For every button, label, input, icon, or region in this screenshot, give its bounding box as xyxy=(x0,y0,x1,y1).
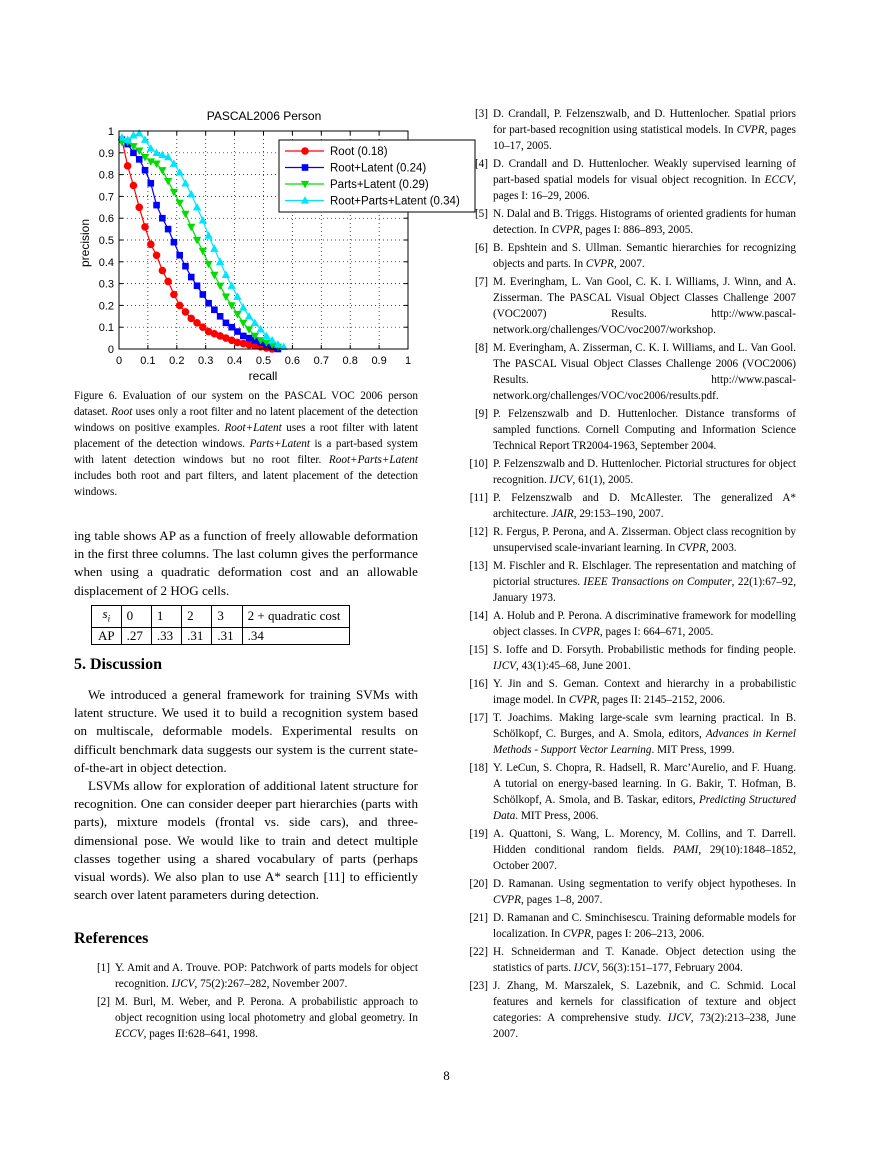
caption-term-parts-latent: Parts+Latent xyxy=(249,438,310,450)
reference-text: D. Ramanan and C. Sminchisescu. Training deformable models for localization. In CVPR, pages I: 206–213, 2006. xyxy=(493,912,796,940)
reference-text: R. Fergus, P. Perona, and A. Zisserman. Object class recognition by unsupervised scale-invariant learning. In CVPR, 2003. xyxy=(493,526,796,554)
reference-item xyxy=(452,206,796,238)
reference-text: D. Ramanan. Using segmentation to verify object hypotheses. In CVPR, pages 1–8, 2007. xyxy=(493,878,796,906)
reference-item xyxy=(452,910,796,942)
reference-text: T. Joachims. Making large-scale svm learning practical. In B. Schölkopf, C. Burges, and A. Smola, editors, Advances in Kernel Methods - Support Vector Learning. MIT Press, 1999. xyxy=(493,712,796,756)
data-point xyxy=(176,200,183,206)
y-tick-label: 0.9 xyxy=(98,147,114,160)
y-tick-label: 0.3 xyxy=(98,278,114,291)
data-point xyxy=(223,272,230,278)
reference-number: [2] xyxy=(96,996,110,1008)
x-tick-label: 0.9 xyxy=(371,355,387,367)
y-axis-label: precision xyxy=(78,218,92,268)
data-point xyxy=(171,291,178,298)
data-point xyxy=(212,307,218,313)
reference-text: M. Everingham, L. Van Gool, C. K. I. Williams, J. Winn, and A. Zisserman. The PASCAL Visual Object Classes Challenge 2007 (VOC2007) Results. http://www.pascal-network.org/challenges/VOC/voc2007/workshop. xyxy=(493,276,796,336)
reference-number: [11] xyxy=(469,492,488,504)
reference-item xyxy=(452,826,796,874)
x-tick-label: 0 xyxy=(115,355,123,367)
data-point xyxy=(200,292,206,298)
table-row xyxy=(92,606,350,628)
reference-text: A. Holub and P. Perona. A discriminative framework for modelling object classes. In CVPR, pages I: 664–671, 2005. xyxy=(493,610,796,638)
data-point xyxy=(228,282,235,288)
reference-item xyxy=(452,524,796,556)
legend-label: Root+Parts+Latent (0.34) xyxy=(330,195,460,208)
y-tick-label: 0.6 xyxy=(98,213,114,226)
section-heading-references: References xyxy=(74,930,149,947)
caption-term-root: Root xyxy=(111,406,133,418)
reference-item xyxy=(452,642,796,674)
reference-text: P. Felzenszwalb and D. Huttenlocher. Pictorial structures for object recognition. IJCV, 61(1), 2005. xyxy=(493,458,796,486)
reference-number: [5] xyxy=(474,208,488,220)
reference-number: [3] xyxy=(474,108,488,120)
reference-number: [10] xyxy=(469,458,488,470)
table-cell: 2 + quadratic cost xyxy=(242,606,349,628)
data-point xyxy=(153,252,160,259)
table-cell: 3 xyxy=(212,606,242,628)
data-point xyxy=(229,324,235,330)
x-tick-label: 0.5 xyxy=(255,355,272,367)
table-cell: AP xyxy=(92,627,122,644)
reference-text: B. Epshtein and S. Ullman. Semantic hierarchies for recognizing objects and parts. In CVPR, 2007. xyxy=(493,242,796,270)
discussion-body xyxy=(74,686,418,904)
reference-number: [12] xyxy=(469,526,488,538)
reference-number: [17] xyxy=(469,712,488,724)
reference-number: [18] xyxy=(469,762,488,774)
data-point xyxy=(200,248,207,254)
x-tick-label: 0.8 xyxy=(342,355,358,367)
data-point xyxy=(205,232,212,238)
reference-text: P. Felzenszwalb and D. McAllester. The generalized A* architecture. JAIR, 29:153–190, 2007. xyxy=(493,492,796,520)
data-point xyxy=(188,274,194,280)
legend-swatch-marker xyxy=(302,148,309,155)
reference-number: [23] xyxy=(469,980,488,992)
data-point xyxy=(211,272,218,278)
x-tick-label: 0.4 xyxy=(226,355,243,367)
table-cell: 2 xyxy=(182,606,212,628)
data-point xyxy=(159,168,166,174)
y-tick-label: 0.8 xyxy=(98,169,114,182)
reference-text: N. Dalal and B. Triggs. Histograms of oriented gradients for human detection. In CVPR, pages I: 886–893, 2005. xyxy=(493,208,796,236)
reference-item xyxy=(452,340,796,404)
data-point xyxy=(124,163,131,170)
reference-number: [6] xyxy=(474,242,488,254)
chart-title: PASCAL2006 Person xyxy=(206,109,322,123)
reference-text: M. Burl, M. Weber, and P. Perona. A probabilistic approach to object recognition using local photometry and global geometry. In ECCV, pages II:628–641, 1998. xyxy=(115,996,418,1040)
data-point xyxy=(217,314,223,320)
reference-text: S. Ioffe and D. Forsyth. Probabilistic methods for finding people. IJCV, 43(1):45–68, June 2001. xyxy=(493,644,796,672)
reference-number: [20] xyxy=(469,878,488,890)
data-point xyxy=(176,302,183,309)
data-point xyxy=(188,315,195,322)
reference-item xyxy=(452,406,796,454)
data-point xyxy=(235,329,241,335)
table-cell: .27 xyxy=(121,627,151,644)
legend-label: Root+Latent (0.24) xyxy=(330,162,427,175)
reference-text: Y. Jin and S. Geman. Context and hierarchy in a probabilistic image model. In CVPR, pages II: 2145–2152, 2006. xyxy=(493,678,796,706)
data-point xyxy=(188,191,195,197)
data-point xyxy=(142,167,148,173)
caption-term-rpl: Root+Parts+Latent xyxy=(328,454,418,466)
data-point xyxy=(211,245,218,251)
data-point xyxy=(130,182,137,189)
x-tick-label: 0.1 xyxy=(140,355,156,367)
reference-number: [13] xyxy=(469,560,488,572)
caption-text: includes both root and part filters, and latent placement of the detection windows. xyxy=(74,470,418,498)
data-point xyxy=(165,278,172,285)
data-point xyxy=(136,157,142,163)
reference-item xyxy=(452,106,796,154)
x-tick-label: 0.6 xyxy=(284,355,301,367)
reference-text: D. Crandall, P. Felzenszwalb, and D. Huttenlocher. Spatial priors for part-based recognition using statistical models. In CVPR, pages 10–17, 2005. xyxy=(493,108,796,152)
reference-list-left xyxy=(74,960,418,1044)
data-point xyxy=(148,181,154,187)
table-row xyxy=(92,627,350,644)
y-tick-label: 1 xyxy=(107,126,114,138)
data-point xyxy=(160,215,166,221)
body-paragraph: ing table shows AP as a function of freely allowable deformation in the first three columns. The last column gives the performance when using a quadratic deformation cost and an allowable displacement of 2 HOG cells. xyxy=(74,528,418,598)
reference-item xyxy=(452,490,796,522)
x-tick-label: 0.3 xyxy=(198,355,214,367)
legend-label: Parts+Latent (0.29) xyxy=(330,179,429,191)
x-tick-label: 1 xyxy=(404,355,412,367)
figure-caption xyxy=(74,388,418,500)
caption-text: uses a root filter with latent placement of the detection windows. xyxy=(74,422,419,450)
data-point xyxy=(240,304,247,310)
data-point xyxy=(234,293,241,299)
reference-number: [22] xyxy=(469,946,488,958)
data-point xyxy=(182,211,189,217)
data-point xyxy=(200,324,207,331)
reference-text: H. Schneiderman and T. Kanade. Object detection using the statistics of parts. IJCV, 56(3):151–177, February 2004. xyxy=(493,946,796,974)
body-paragraph: We introduced a general framework for training SVMs with latent structure. We used it to build a recognition system based on multiscale, deformable models. Experimental results on difficult benchmark data suggests our system is the current state-of-the-art in object detection. xyxy=(74,687,418,775)
reference-number: [4] xyxy=(474,158,488,170)
si-subscript: i xyxy=(107,613,111,624)
table-cell: .31 xyxy=(182,627,212,644)
y-tick-label: 0.2 xyxy=(98,300,114,313)
y-tick-label: 0 xyxy=(107,344,114,356)
reference-text: J. Zhang, M. Marszalek, S. Lazebnik, and C. Schmid. Local features and kernels for classification of texture and object categories: A comprehensive study. IJCV, 73(2):213–238, June 2007. xyxy=(493,980,796,1040)
data-point xyxy=(165,179,172,185)
data-point xyxy=(206,300,212,306)
reference-number: [14] xyxy=(469,610,488,622)
data-point xyxy=(194,283,200,289)
data-point xyxy=(182,180,189,186)
reference-number: [21] xyxy=(469,912,488,924)
reference-number: [9] xyxy=(474,408,488,420)
reference-text: Y. LeCun, S. Chopra, R. Hadsell, R. Marc’Aurelio, and F. Huang. A tutorial on energy-based learning. In G. Bakir, T. Hofman, B. Schölkopf, A. Smola, and B. Taskar, editors, Predicting Structured Data. MIT Press, 2006. xyxy=(493,762,796,822)
legend-swatch-marker xyxy=(302,165,308,171)
reference-number: [19] xyxy=(469,828,488,840)
table-cell: .31 xyxy=(212,627,242,644)
table-cell: .33 xyxy=(151,627,181,644)
data-point xyxy=(183,263,189,269)
data-point xyxy=(217,259,224,265)
caption-text: uses only a root filter and no latent placement of the detection windows on positive examples. xyxy=(74,406,418,434)
data-point xyxy=(188,224,195,230)
reference-list-right xyxy=(452,106,796,1044)
reference-text: D. Crandall and D. Huttenlocher. Weakly supervised learning of part-based spatial models for visual object recognition. In ECCV, pages I: 16–29, 2006. xyxy=(493,158,796,202)
ap-table xyxy=(91,605,350,645)
reference-text: Y. Amit and A. Trouve. POP: Patchwork of parts models for object recognition. IJCV, 75(2):267–282, November 2007. xyxy=(115,962,418,990)
reference-item xyxy=(452,978,796,1042)
data-point xyxy=(171,189,178,195)
reference-text: M. Fischler and R. Elschlager. The representation and matching of pictorial structures. IEEE Transactions on Computer, 22(1):67–92, January 1973. xyxy=(493,560,796,604)
reference-item xyxy=(452,944,796,976)
data-point xyxy=(136,204,143,211)
reference-number: [8] xyxy=(474,342,488,354)
data-point xyxy=(147,241,154,248)
x-tick-label: 0.7 xyxy=(313,355,329,367)
table-cell: 0 xyxy=(121,606,151,628)
data-point xyxy=(171,239,177,245)
caption-text: is a part-based system with latent detection windows but no root filter. xyxy=(74,438,418,466)
legend-label: Root (0.18) xyxy=(330,146,388,158)
data-point xyxy=(246,335,252,341)
chart-legend xyxy=(279,140,475,212)
reference-item xyxy=(452,558,796,606)
section-heading-discussion: 5. Discussion xyxy=(74,656,163,673)
table-cell: .34 xyxy=(242,627,349,644)
y-tick-label: 0.5 xyxy=(98,235,114,247)
table-cell: 1 xyxy=(151,606,181,628)
reference-item xyxy=(452,676,796,708)
reference-item xyxy=(74,960,418,992)
data-point xyxy=(182,309,189,316)
reference-item xyxy=(452,608,796,640)
reference-number: [16] xyxy=(469,678,488,690)
data-point xyxy=(142,224,149,231)
caption-text: Figure 6. Evaluation of our system on the PASCAL VOC 2006 person dataset. xyxy=(74,390,418,418)
reference-item xyxy=(74,994,418,1042)
chart-series xyxy=(119,130,287,352)
reference-item xyxy=(452,156,796,204)
data-point xyxy=(223,320,229,326)
data-point xyxy=(240,333,246,339)
reference-item xyxy=(452,240,796,272)
reference-item xyxy=(452,456,796,488)
reference-item xyxy=(452,876,796,908)
reference-text: A. Quattoni, S. Wang, L. Morency, M. Collins, and T. Darrell. Hidden conditional random fields. PAMI, 29(10):1848–1852, October 2007. xyxy=(493,828,796,872)
y-tick-label: 0.4 xyxy=(98,256,114,269)
reference-item xyxy=(452,760,796,824)
data-point xyxy=(154,202,160,208)
x-axis-label: recall xyxy=(248,369,278,383)
reference-number: [7] xyxy=(474,276,488,288)
data-point xyxy=(177,252,183,258)
reference-text: P. Felzenszwalb and D. Huttenlocher. Distance transforms of sampled functions. Cornell Computing and Information Science Technical Report TR2004-1963, September 2004. xyxy=(493,408,796,452)
reference-number: [15] xyxy=(469,644,488,656)
table-cell xyxy=(92,606,122,628)
y-tick-label: 0.1 xyxy=(98,322,114,335)
caption-term-root-latent: Root+Latent xyxy=(224,422,282,434)
data-point xyxy=(131,150,137,156)
page-number: 8 xyxy=(443,1068,450,1083)
x-tick-label: 0.2 xyxy=(169,355,185,367)
reference-text: M. Everingham, A. Zisserman, C. K. I. Williams, and L. Van Gool. The PASCAL Visual Object Classes Challenge 2006 (VOC2006) Results. http://www.pascal-network.org/challenges/VOC/voc2006/results.pdf. xyxy=(493,342,796,402)
data-point xyxy=(194,204,201,210)
pr-curve-chart xyxy=(74,104,460,386)
reference-item xyxy=(452,710,796,758)
data-point xyxy=(194,320,201,327)
data-point xyxy=(165,226,171,232)
data-point xyxy=(217,283,224,289)
reference-item xyxy=(452,274,796,338)
data-point xyxy=(205,261,212,267)
data-point xyxy=(159,267,166,274)
si-symbol: s xyxy=(102,606,108,621)
body-paragraph: LSVMs allow for exploration of additional latent structure for recognition. One can consider deeper part hierarchies (parts with parts), mixture models (frontal vs. side cars), and three-dimensional pose. We would like to train and detect multiple classes together using a shared vocabulary of parts (perhaps visual words). We also plan to use A* search [11] to efficiently search over latent parameters during detection. xyxy=(74,778,418,903)
data-point xyxy=(200,217,207,223)
y-tick-label: 0.7 xyxy=(98,191,114,204)
reference-number: [1] xyxy=(96,962,110,974)
